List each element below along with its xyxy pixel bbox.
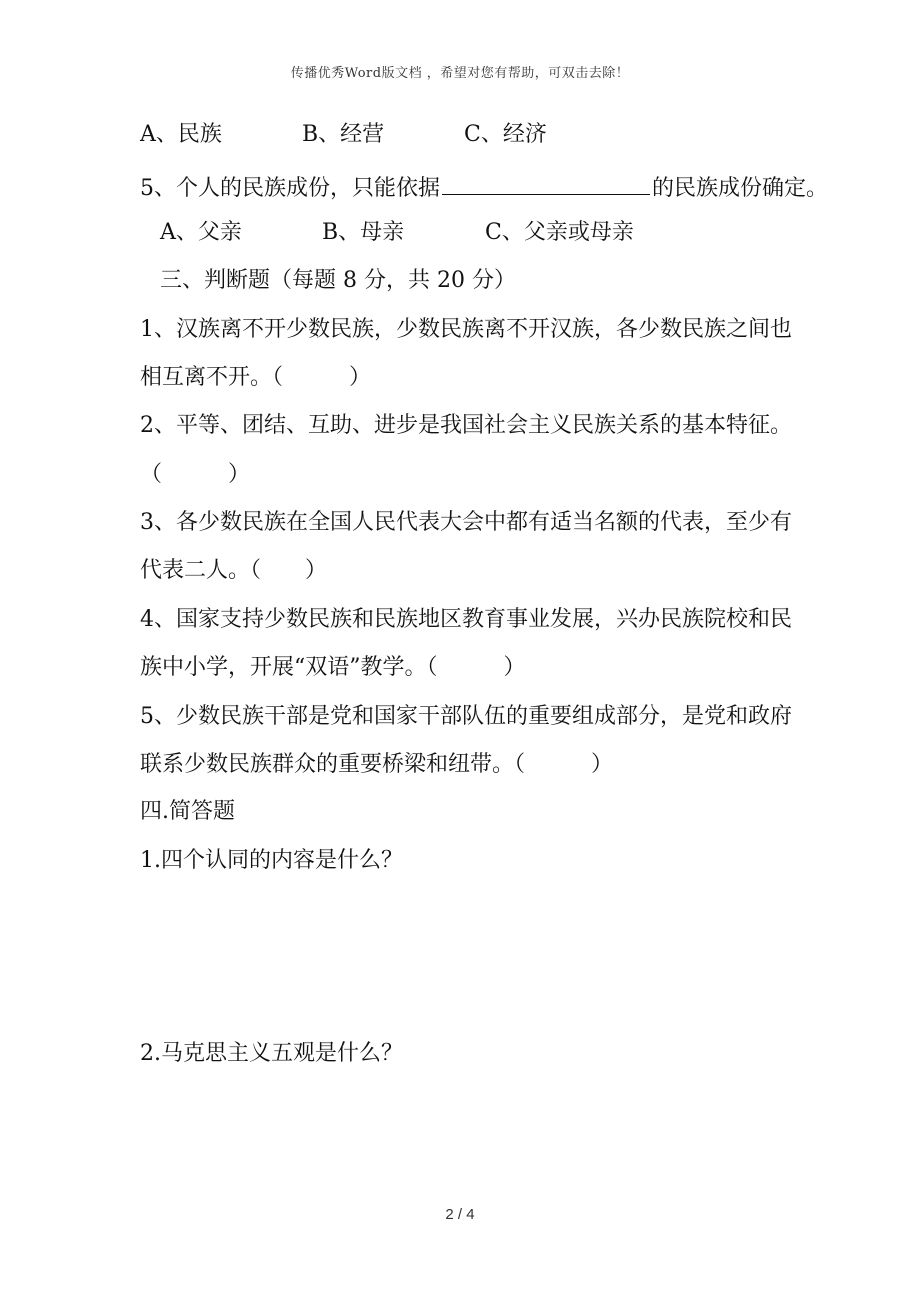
- tf-q5-line1: 5、少数民族干部是党和国家干部队伍的重要组成部分，是党和政府: [140, 704, 792, 729]
- q5-question: [140, 170, 828, 204]
- q5-question-suffix: 的民族成份确定。: [652, 176, 829, 201]
- tf-q5-line2: 联系少数民族群众的重要桥梁和纽带。（ ）: [140, 752, 614, 777]
- document-header-note: 传播优秀Word版文档 ，希望对您有帮助，可双击去除！: [290, 66, 630, 81]
- section3-title: 三、判断题（每题 8 分，共 20 分）: [160, 268, 516, 293]
- q5-question-prefix: 5、个人的民族成份，只能依据: [140, 176, 440, 201]
- q5-option-a: A、父亲: [160, 220, 242, 245]
- q5-option-b: B、母亲: [322, 220, 405, 245]
- sa-q2: 2.马克思主义五观是什么？: [140, 1041, 403, 1066]
- q5-option-c: C、父亲或母亲: [485, 220, 634, 245]
- tf-q1-line1: 1、汉族离不开少数民族，少数民族离不开汉族，各少数民族之间也: [140, 317, 792, 342]
- section4-title: 四.简答题: [140, 799, 235, 824]
- tf-q4-line1: 4、国家支持少数民族和民族地区教育事业发展，兴办民族院校和民: [140, 607, 792, 632]
- tf-q1-line2: 相互离不开。（ ）: [140, 365, 372, 390]
- tf-q3-line1: 3、各少数民族在全国人民代表大会中都有适当名额的代表，至少有: [140, 510, 792, 535]
- q5-answer-blank[interactable]: [442, 170, 650, 195]
- page-number: 2 / 4: [445, 1206, 475, 1223]
- q4-option-b: B、经营: [302, 122, 385, 147]
- tf-q3-line2: 代表二人。（ ）: [140, 558, 328, 583]
- q4-option-c: C、经济: [464, 122, 547, 147]
- sa-q1: 1.四个认同的内容是什么？: [140, 848, 403, 873]
- q4-option-a: A、民族: [140, 122, 222, 147]
- tf-q2-line1: 2、平等、团结、互助、进步是我国社会主义民族关系的基本特征。: [140, 413, 792, 438]
- tf-q4-line2: 族中小学，开展“双语”教学。（ ）: [140, 655, 526, 680]
- tf-q2-line2: （ ）: [140, 462, 251, 487]
